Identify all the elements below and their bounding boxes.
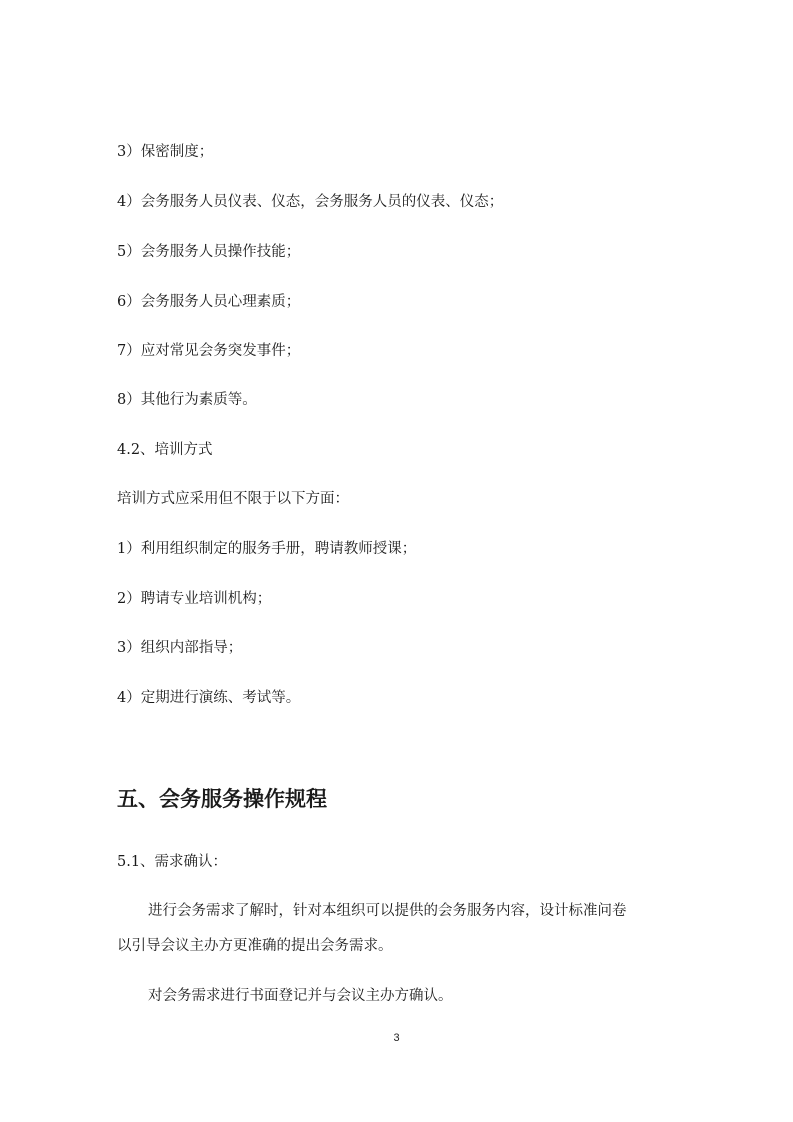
list-item-emergencies: 7）应对常见会务突发事件； [117, 343, 301, 359]
section-title-training-methods: 4.2、培训方式 [117, 442, 213, 458]
training-item-internal: 3）组织内部指导； [117, 640, 243, 656]
paragraph-line: 进行会务需求了解时，针对本组织可以提供的会务服务内容，设计标准问卷 [148, 903, 627, 919]
page-number: 3 [393, 1032, 400, 1044]
chapter-heading: 五、会务服务操作规程 [117, 787, 327, 811]
training-item-institution: 2）聘请专业培训机构； [117, 591, 272, 607]
section-title-needs-confirmation: 5.1、需求确认： [117, 854, 228, 870]
list-item-operation-skills: 5）会务服务人员操作技能； [117, 244, 301, 260]
list-item-psychology: 6）会务服务人员心理素质； [117, 294, 301, 310]
paragraph: 对会务需求进行书面登记并与会议主办方确认。 [148, 988, 453, 1004]
paragraph-line: 以引导会议主办方更准确的提出会务需求。 [117, 938, 393, 954]
list-item-confidentiality: 3）保密制度； [117, 144, 214, 160]
training-item-drills: 4）定期进行演练、考试等。 [117, 690, 301, 706]
training-methods-intro: 培训方式应采用但不限于以下方面： [117, 491, 349, 507]
training-item-manual: 1）利用组织制定的服务手册，聘请教师授课； [117, 541, 417, 557]
list-item-appearance: 4）会务服务人员仪表、仪态，会务服务人员的仪表、仪态； [117, 194, 504, 210]
list-item-other-behaviors: 8）其他行为素质等。 [117, 392, 257, 408]
